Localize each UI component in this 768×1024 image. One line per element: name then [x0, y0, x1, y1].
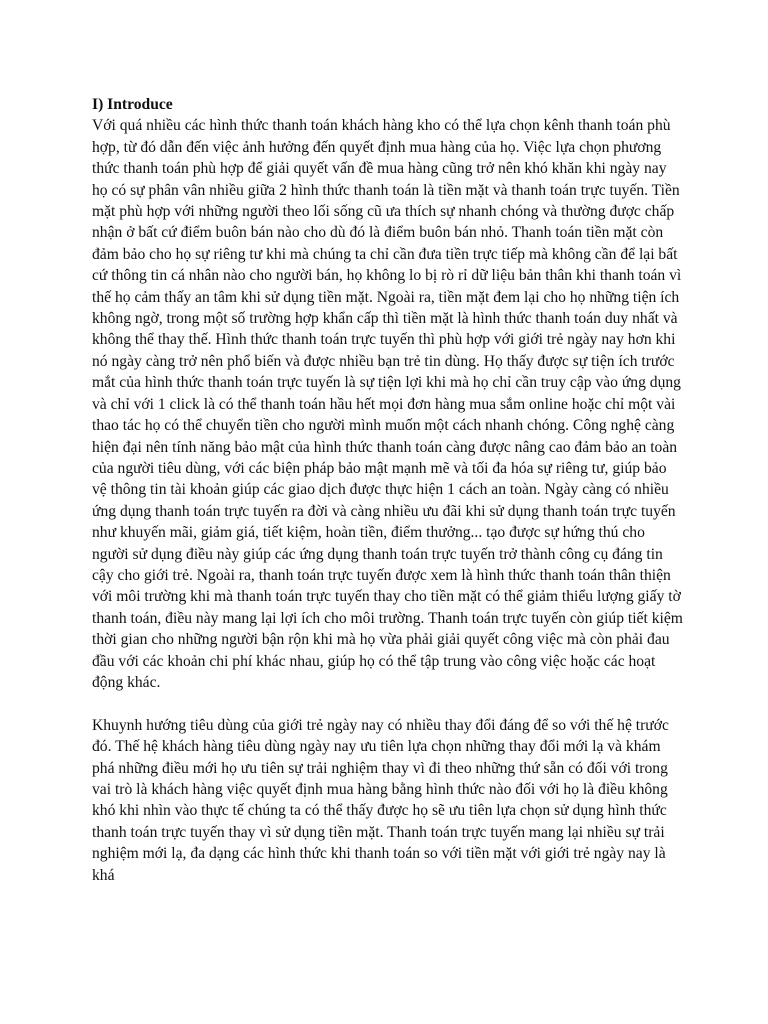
section-heading: I) Introduce	[92, 96, 173, 113]
paragraph-1: Với quá nhiều các hình thức thanh toán khách hàng kho có thể lựa chọn kênh thanh toán phù hợp, từ đó dẫn đến việc ảnh hưởng đến quyết định mua hàng của họ. Việc lựa chọn phương thức thanh toán phù hợp để giải quyết vấn đề mua hàng cũng trở nên khó khăn khi ngày nay họ có sự phân vân nhiều giữa 2 hình thức thanh toán là tiền mặt và thanh toán trực tuyến. Tiền mặt phù hợp với những người theo lối sống cũ ưa thích sự nhanh chóng và thường được chấp nhận ở bất cứ điểm buôn bán nào cho dù đó là điểm buôn bán nhỏ. Thanh toán tiền mặt còn đảm bảo cho họ sự riêng tư khi mà chúng ta chỉ cần đưa tiền trực tiếp mà không cần để lại bất cứ thông tin cá nhân nào cho người bán, họ không lo bị rò rỉ dữ liệu bản thân khi thanh toán vì thế họ cảm thấy an tâm khi sử dụng tiền mặt. Ngoài ra, tiền mặt đem lại cho họ những tiện ích không ngờ, trong một số trường hợp khẩn cấp thì tiền mặt là hình thức thanh toán duy nhất và không thể thay thế. Hình thức thanh toán trực tuyến thì phù hợp với giới trẻ ngày nay hơn khi nó ngày càng trở nên phổ biến và được nhiều bạn trẻ tin dùng. Họ thấy được sự tiện ích trước mắt của hình thức thanh toán trực tuyến là sự tiện lợi khi mà họ chỉ cần truy cập vào ứng dụng và chỉ với 1 click là có thể thanh toán hầu hết mọi đơn hàng mua sắm online hoặc chỉ một vài thao tác họ có thể chuyển tiền cho người mình muốn một cách nhanh chóng. Công nghệ càng hiện đại nên tính năng bảo mật của hình thức thanh toán càng được nâng cao đảm bảo an toàn của người tiêu dùng, với các biện pháp bảo mật mạnh mẽ và tối đa hóa sự riêng tư, giúp bảo vệ thông tin tài khoản giúp các giao dịch được thực hiện 1 cách an toàn. Ngày càng có nhiều ứng dụng thanh toán trực tuyến ra đời và càng nhiều ưu đãi khi sử dụng thanh toán trực tuyến như khuyến mãi, giảm giá, tiết kiệm, hoàn tiền, điểm thưởng... tạo được sự hứng thú cho người sử dụng điều này giúp các ứng dụng thanh toán trực tuyến trở thành công cụ đáng tin cậy cho giới trẻ. Ngoài ra, thanh toán trực tuyến được xem là hình thức thanh toán thân thiện với môi trường khi mà thanh toán trực tuyến thay cho tiền mặt có thể giảm thiểu lượng giấy tờ thanh toán, điều này mang lại lợi ích cho môi trường. Thanh toán trực tuyến còn giúp tiết kiệm thời gian cho những người bận rộn khi mà họ vừa phải giải quyết công việc mà còn phải đau đầu với các khoản chi phí khác nhau, giúp họ có thể tập trung vào công việc hoặc các hoạt động khác.	[92, 117, 683, 691]
paragraph-2: Khuynh hướng tiêu dùng của giới trẻ ngày nay có nhiều thay đổi đáng để so với thế hệ trước đó. Thế hệ khách hàng tiêu dùng ngày nay ưu tiên lựa chọn những thay đổi mới lạ và khám phá những điều mới họ ưu tiên sự trải nghiệm thay vì đi theo những thứ sẵn có đối với trong vai trò là khách hàng việc quyết định mua hàng bằng hình thức nào đối với họ là điều không khó khi nhìn vào thực tế chúng ta có thể thấy được họ sẽ ưu tiên lựa chọn sử dụng hình thức thanh toán trực tuyến thay vì sử dụng tiền mặt. Thanh toán trực tuyến mang lại nhiều sự trải nghiệm mới lạ, đa dạng các hình thức khi thanh toán so với tiền mặt với giới trẻ ngày nay là khá	[92, 716, 669, 884]
document-body	[92, 94, 684, 886]
